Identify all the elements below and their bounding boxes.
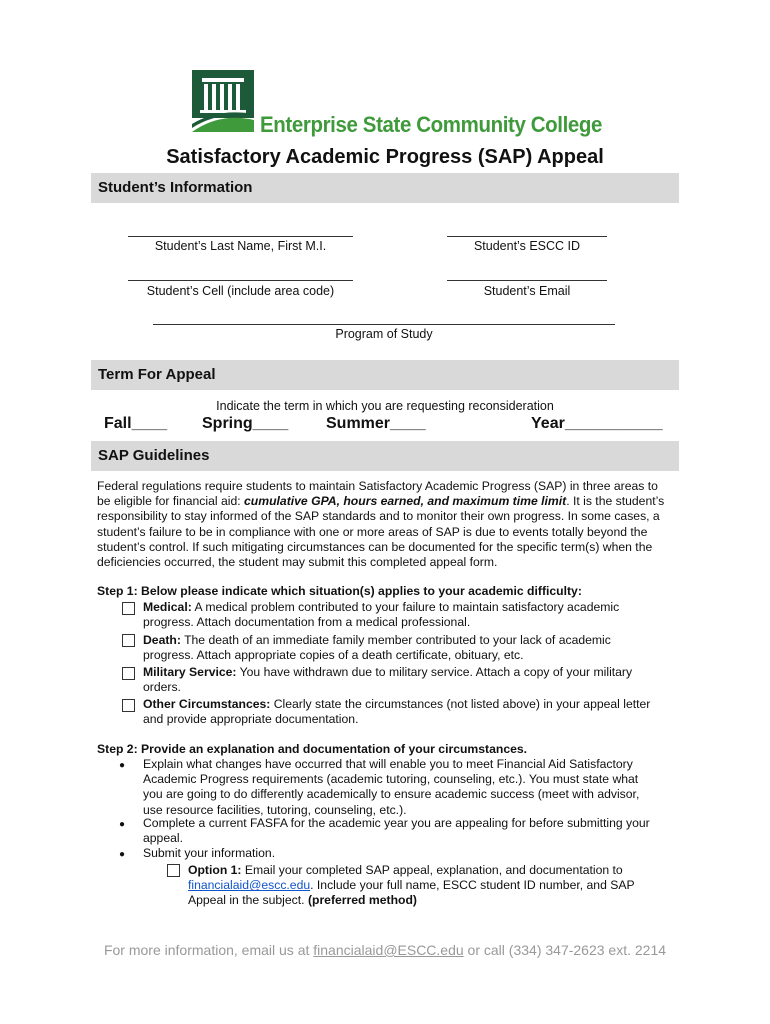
medical-label: Medical: bbox=[143, 600, 192, 614]
term-year[interactable]: Year___________ bbox=[531, 415, 663, 432]
medical-text: A medical problem contributed to your failure to maintain satisfactory academic progress. Attach documentation from a medical professional. bbox=[143, 600, 620, 630]
term-spring[interactable]: Spring____ bbox=[202, 415, 289, 432]
bullet-icon: ● bbox=[119, 849, 126, 860]
death-text: The death of an immediate family member contributed to your lack of academic progress. Attach appropriate copies of a death certificate, obituary, etc. bbox=[143, 633, 611, 663]
bullet-icon: ● bbox=[119, 760, 126, 771]
preferred-method: (preferred method) bbox=[307, 893, 417, 908]
columns-building-icon bbox=[190, 68, 256, 134]
section-bar-term bbox=[91, 360, 679, 390]
section-title: Term For Appeal bbox=[98, 366, 216, 383]
program-blank[interactable] bbox=[153, 324, 615, 325]
section-bar-student-info bbox=[91, 173, 679, 203]
footer-text: For more information, email us at bbox=[103, 942, 314, 958]
page-title: Satisfactory Academic Progress (SAP) Appeal bbox=[166, 146, 604, 168]
death-option bbox=[143, 633, 653, 663]
financial-aid-email-link[interactable]: financialaid@escc.edu bbox=[188, 878, 311, 893]
step2-bullet-submit: Submit your information. bbox=[143, 846, 276, 860]
cell-blank[interactable] bbox=[128, 280, 353, 281]
option1-desc: Email your completed SAP appeal, explanation, and documentation to bbox=[241, 863, 623, 877]
bullet-icon: ● bbox=[119, 819, 126, 830]
step2-bullet-explain: Explain what changes have occurred that will enable you to meet Financial Aid Satisfactory Academic Progress requirements (academic tutoring, counseling, etc.). You must state what you are going to do differently academically to ensure academic success (meet with advisor, use resource facilities, tutoring, counseling, etc.). bbox=[143, 757, 640, 817]
id-label: Student’s ESCC ID bbox=[473, 239, 581, 253]
guidelines-text: Federal regulations require students to maintain Satisfactory Academic Progress (SAP) in three areas to be eligible for financial aid: bbox=[97, 479, 658, 509]
other-text: Clearly state the circumstances (not listed above) in your appeal letter and provide appropriate documentation. bbox=[143, 697, 651, 727]
guidelines-emphasis: cumulative GPA, hours earned, and maximum time limit bbox=[244, 494, 567, 509]
program-label: Program of Study bbox=[335, 327, 433, 341]
medical-checkbox[interactable] bbox=[122, 602, 135, 615]
section-title: Student’s Information bbox=[98, 179, 253, 196]
step1-heading: Step 1: Below please indicate which situation(s) applies to your academic difficulty: bbox=[97, 584, 582, 598]
guidelines-paragraph bbox=[97, 479, 669, 570]
option1-label: Option 1: bbox=[188, 863, 242, 877]
death-checkbox[interactable] bbox=[122, 634, 135, 647]
military-option bbox=[143, 665, 655, 695]
step2-heading: Step 2: Provide an explanation and documentation of your circumstances. bbox=[97, 742, 528, 756]
other-option bbox=[143, 697, 671, 727]
footer bbox=[0, 942, 770, 958]
email-label: Student’s Email bbox=[483, 284, 571, 298]
option1-checkbox[interactable] bbox=[167, 864, 180, 877]
footer-email-link[interactable]: financialaid@ESCC.edu bbox=[313, 942, 464, 958]
name-label: Student’s Last Name, First M.I. bbox=[154, 239, 327, 253]
other-checkbox[interactable] bbox=[122, 699, 135, 712]
military-text: You have withdrawn due to military service. Attach a copy of your military orders. bbox=[143, 665, 633, 695]
option1-text bbox=[188, 863, 658, 909]
medical-option bbox=[143, 600, 653, 630]
id-blank[interactable] bbox=[447, 236, 607, 237]
name-blank[interactable] bbox=[128, 236, 353, 237]
term-instruction: Indicate the term in which you are requesting reconsideration bbox=[216, 399, 554, 413]
military-checkbox[interactable] bbox=[122, 667, 135, 680]
military-label: Military Service: bbox=[143, 665, 237, 679]
term-summer[interactable]: Summer____ bbox=[326, 415, 426, 432]
term-fall[interactable]: Fall____ bbox=[104, 415, 168, 432]
college-name: Enterprise State Community College bbox=[260, 112, 603, 137]
guidelines-text-cont: . It is the student’s responsibility to stay informed of the SAP standards and to monitor their own progress. In some cases, a student’s failure to be in compliance with one or more areas of SAP is due to events totally beyond the student’s control. If such mitigating circumstances can be documented for the specific term(s) when the deficiencies occurred, the student may submit this completed appeal form. bbox=[97, 494, 665, 570]
email-blank[interactable] bbox=[447, 280, 607, 281]
college-logo bbox=[190, 68, 603, 138]
footer-phone: or call (334) 347-2623 ext. 2214 bbox=[463, 942, 667, 958]
step2-bullet-fasfa: Complete a current FASFA for the academic year you are appealing for before submitting your appeal. bbox=[143, 816, 650, 846]
section-bar-guidelines bbox=[91, 441, 679, 471]
death-label: Death: bbox=[143, 633, 181, 647]
option1-desc-cont: . Include your full name, ESCC student ID number, and SAP Appeal in the subject. bbox=[188, 878, 635, 908]
other-label: Other Circumstances: bbox=[143, 697, 271, 711]
section-title: SAP Guidelines bbox=[98, 447, 210, 464]
cell-label: Student’s Cell (include area code) bbox=[146, 284, 335, 298]
